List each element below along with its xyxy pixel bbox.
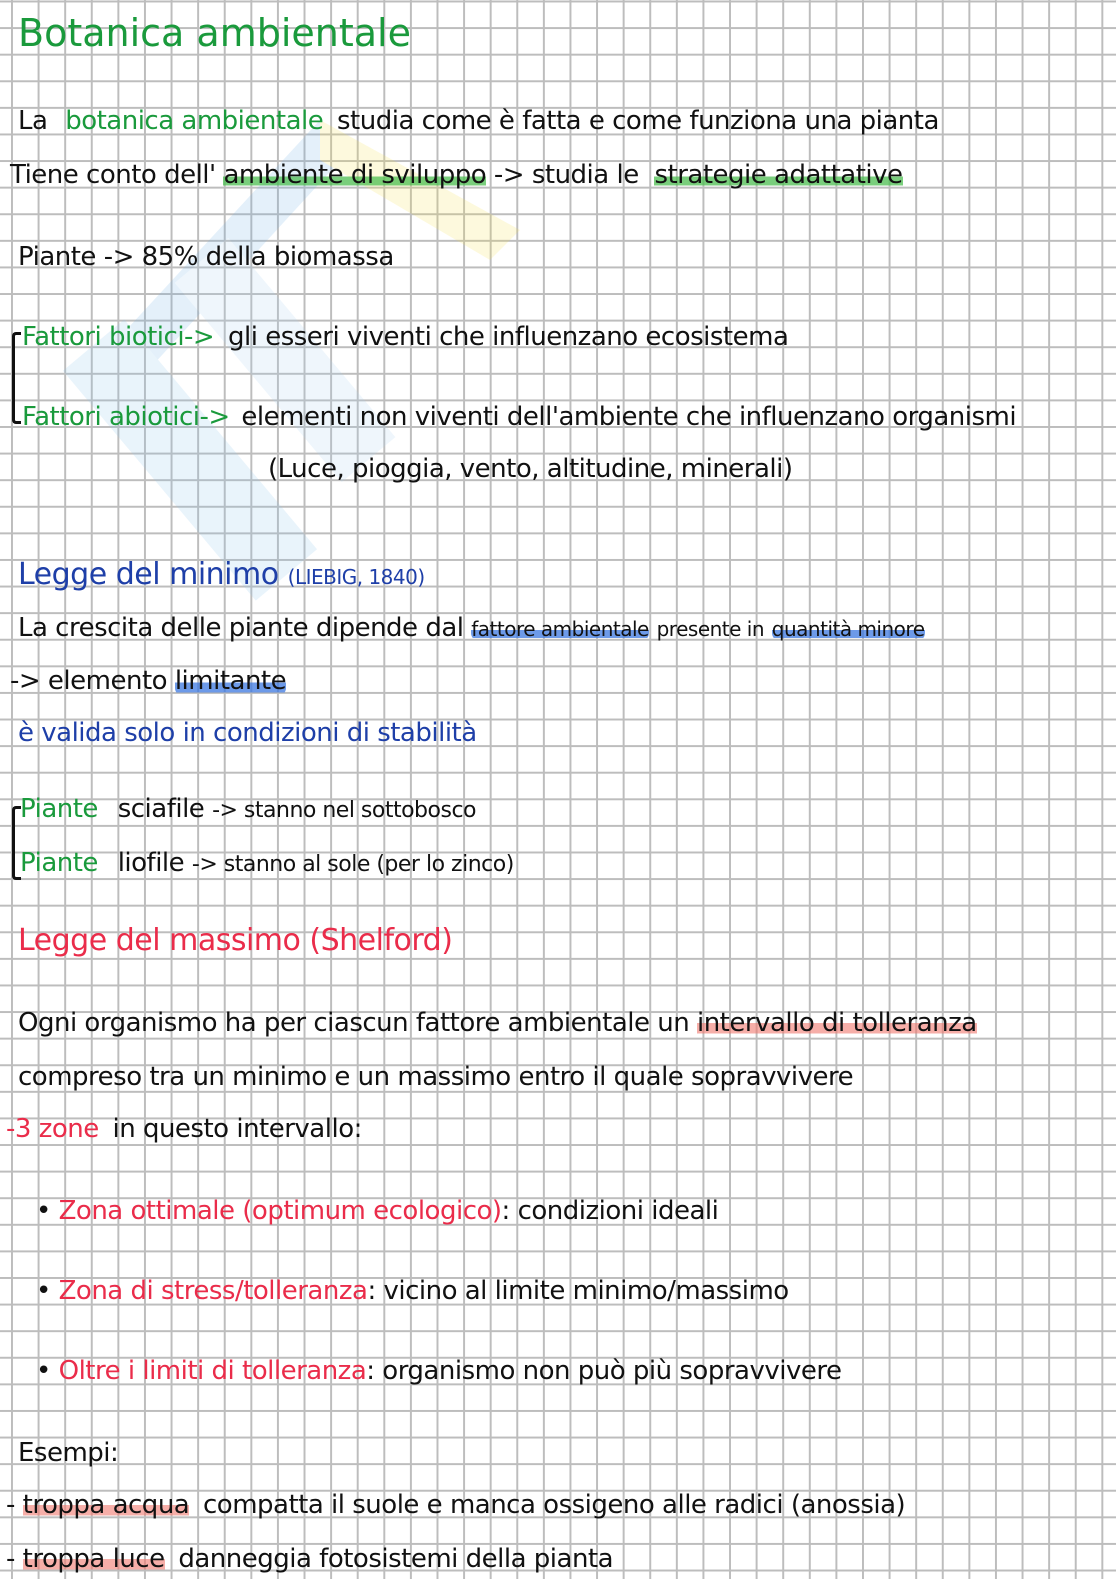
zone-label: Zona di stress/tolleranza xyxy=(58,1276,368,1306)
minimo-line-1 xyxy=(18,615,925,641)
legge-massimo-heading: Legge del massimo (Shelford) xyxy=(18,923,453,958)
biotic-factors xyxy=(22,324,788,350)
intro-line-1 xyxy=(18,108,939,134)
highlight-term: limitante xyxy=(174,666,287,696)
zone-text: : condizioni ideali xyxy=(501,1196,719,1226)
zone-text: : vicino al limite minimo/massimo xyxy=(367,1276,789,1306)
text: -> stanno al sole (per lo zinco) xyxy=(191,852,514,877)
abiotic-factors xyxy=(22,404,1016,430)
plant-type: liofile xyxy=(117,848,185,878)
text: presente in xyxy=(656,617,765,641)
dash: - xyxy=(6,1490,15,1520)
bracket-icon xyxy=(12,332,21,424)
text: Ogni organismo ha per ciascun fattore ambientale un xyxy=(18,1008,690,1038)
highlight-term: botanica ambientale xyxy=(65,106,324,136)
examples-heading: Esempi: xyxy=(18,1438,119,1468)
text: Tiene conto dell' xyxy=(10,160,216,190)
highlight-term: ambiente di sviluppo xyxy=(223,160,487,190)
abiotic-examples: (Luce, pioggia, vento, altitudine, minerali) xyxy=(268,454,793,484)
text: -> stanno nel sottobosco xyxy=(212,798,476,823)
legge-minimo-heading xyxy=(18,557,425,592)
text: elementi non viventi dell'ambiente che influenzano organismi xyxy=(241,402,1017,432)
example-item xyxy=(6,1492,905,1518)
highlight-term: troppa luce xyxy=(22,1544,165,1574)
massimo-line-3 xyxy=(6,1116,362,1142)
text: -> elemento xyxy=(10,666,168,696)
bullet-icon: • xyxy=(36,1196,51,1226)
page-title: Botanica ambientale xyxy=(18,11,411,55)
text: La crescita delle piante dipende dal xyxy=(18,613,464,643)
intro-line-2 xyxy=(10,162,903,188)
highlight-term: fattore ambientale xyxy=(471,617,649,641)
label: Piante xyxy=(20,794,98,824)
text: La xyxy=(18,106,48,136)
zone-label: Zona ottimale (optimum ecologico) xyxy=(58,1196,502,1226)
heading-ref: (LIEBIG, 1840) xyxy=(287,565,425,589)
highlight-term: troppa acqua xyxy=(22,1490,190,1520)
zone-text: : organismo non può più sopravvivere xyxy=(366,1356,842,1386)
plants-sciafile xyxy=(20,796,476,822)
text: in questo intervallo: xyxy=(112,1114,362,1144)
massimo-line-1 xyxy=(18,1010,977,1036)
massimo-line-2: compreso tra un minimo e un massimo entro il quale sopravvivere xyxy=(18,1062,854,1092)
label: Piante xyxy=(20,848,98,878)
text: -3 zone xyxy=(6,1114,99,1144)
text: -> studia le xyxy=(493,160,639,190)
text: studia come è fatta e come funziona una pianta xyxy=(337,106,939,136)
text: compatta il suole e manca ossigeno alle radici (anossia) xyxy=(203,1490,906,1520)
bullet-icon: • xyxy=(36,1356,51,1386)
intro-line-3: Piante -> 85% della biomassa xyxy=(18,242,394,272)
example-item xyxy=(6,1546,613,1572)
dash: - xyxy=(6,1544,15,1574)
bullet-icon: • xyxy=(36,1276,51,1306)
label: Fattori biotici-> xyxy=(22,322,215,352)
zone-label: Oltre i limiti di tolleranza xyxy=(58,1356,367,1386)
highlight-term: strategie adattative xyxy=(654,160,903,190)
heading-text: Legge del minimo xyxy=(18,557,279,592)
text: danneggia fotosistemi della pianta xyxy=(178,1544,614,1574)
zone-item xyxy=(36,1198,718,1224)
plants-liofile xyxy=(20,850,514,876)
plant-type: sciafile xyxy=(117,794,205,824)
zone-item xyxy=(36,1358,841,1384)
minimo-line-3: è valida solo in condizioni di stabilità xyxy=(18,718,477,748)
minimo-line-2 xyxy=(10,668,286,694)
highlight-term: quantità minore xyxy=(771,617,925,641)
text: gli esseri viventi che influenzano ecosistema xyxy=(227,322,789,352)
zone-item xyxy=(36,1278,789,1304)
label: Fattori abiotici-> xyxy=(22,402,230,432)
highlight-term: intervallo di tolleranza xyxy=(696,1008,977,1038)
